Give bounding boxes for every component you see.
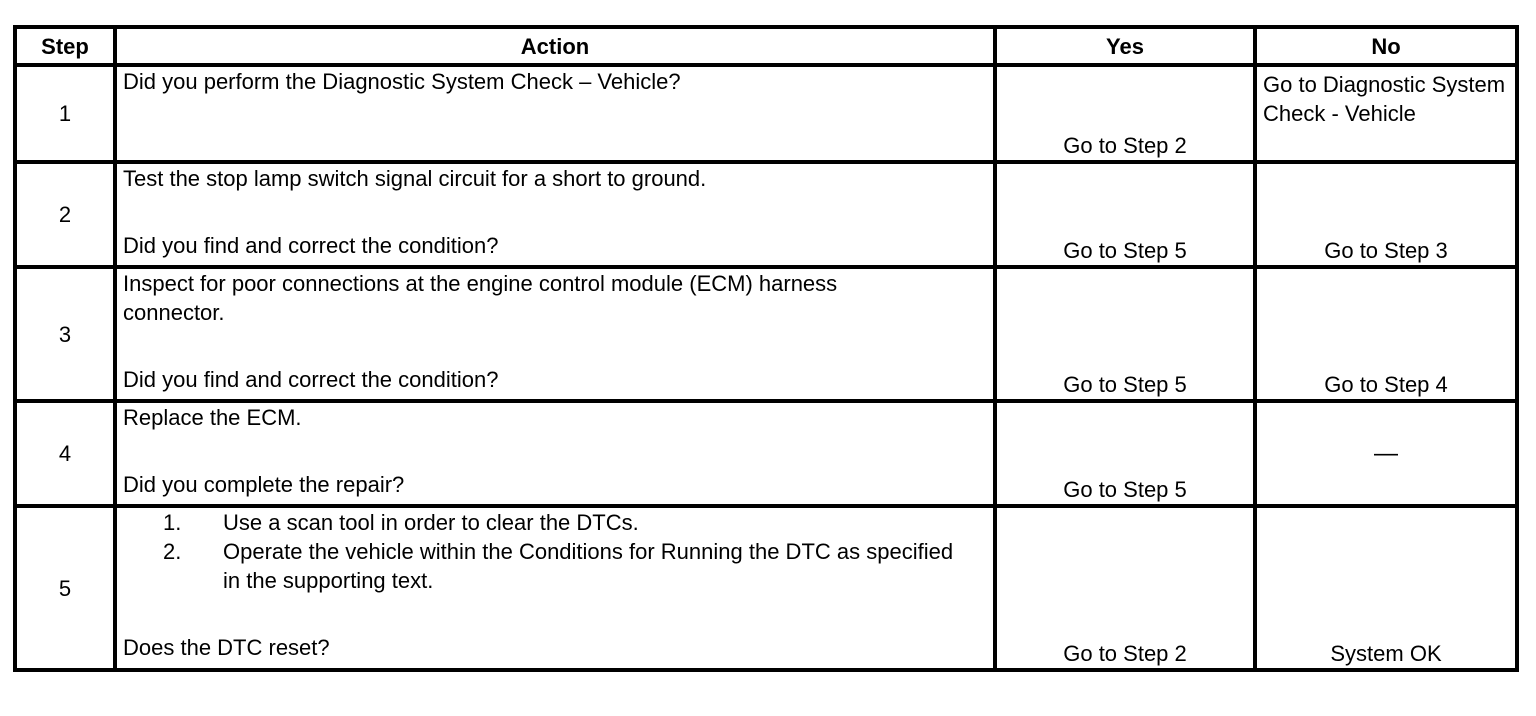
table-row (15, 162, 1517, 267)
question-text: Did you find and correct the condition? (123, 233, 499, 258)
step-number: 1 (15, 65, 115, 162)
substep-number: 1. (163, 510, 182, 535)
substep-item (163, 537, 987, 595)
no-cell: System OK (1255, 506, 1517, 670)
yes-cell: Go to Step 2 (995, 506, 1255, 670)
step-number: 4 (15, 401, 115, 506)
no-cell: Go to Step 3 (1255, 162, 1517, 267)
yes-cell: Go to Step 5 (995, 267, 1255, 401)
no-cell: Go to Step 4 (1255, 267, 1517, 401)
substep-list (123, 508, 987, 595)
header-yes: Yes (995, 27, 1255, 65)
yes-cell: Go to Step 5 (995, 162, 1255, 267)
step-number: 3 (15, 267, 115, 401)
header-step: Step (15, 27, 115, 65)
header-no: No (1255, 27, 1517, 65)
action-text: Did you perform the Diagnostic System Check – Vehicle? (123, 69, 681, 94)
no-text: Go to Diagnostic System Check - Vehicle (1263, 72, 1506, 126)
action-cell (115, 162, 995, 267)
yes-cell: Go to Step 5 (995, 401, 1255, 506)
substep-text: Operate the vehicle within the Conditions for Running the DTC as specified in the supporting text. (223, 539, 954, 593)
substep-number: 2. (163, 539, 182, 564)
action-text: Inspect for poor connections at the engine control module (ECM) harness connector. (123, 271, 838, 325)
substep-text: Use a scan tool in order to clear the DTCs. (223, 510, 639, 535)
question-text: Did you complete the repair? (123, 472, 405, 497)
step-number: 2 (15, 162, 115, 267)
step-number: 5 (15, 506, 115, 670)
question-text: Did you find and correct the condition? (123, 367, 499, 392)
table-row (15, 506, 1517, 670)
header-action: Action (115, 27, 995, 65)
table-row (15, 65, 1517, 162)
action-cell (115, 401, 995, 506)
action-text: Test the stop lamp switch signal circuit for a short to ground. (123, 166, 707, 191)
table-row (15, 401, 1517, 506)
no-dash: — (1255, 401, 1517, 506)
action-text: Replace the ECM. (123, 405, 302, 430)
substep-item (163, 508, 987, 537)
action-cell (115, 506, 995, 670)
action-cell (115, 267, 995, 401)
yes-cell: Go to Step 2 (995, 65, 1255, 162)
header-row (15, 27, 1517, 65)
action-cell (115, 65, 995, 162)
table-row (15, 267, 1517, 401)
diagnostic-table (13, 25, 1519, 672)
no-cell (1255, 65, 1517, 162)
question-text: Does the DTC reset? (123, 635, 330, 660)
